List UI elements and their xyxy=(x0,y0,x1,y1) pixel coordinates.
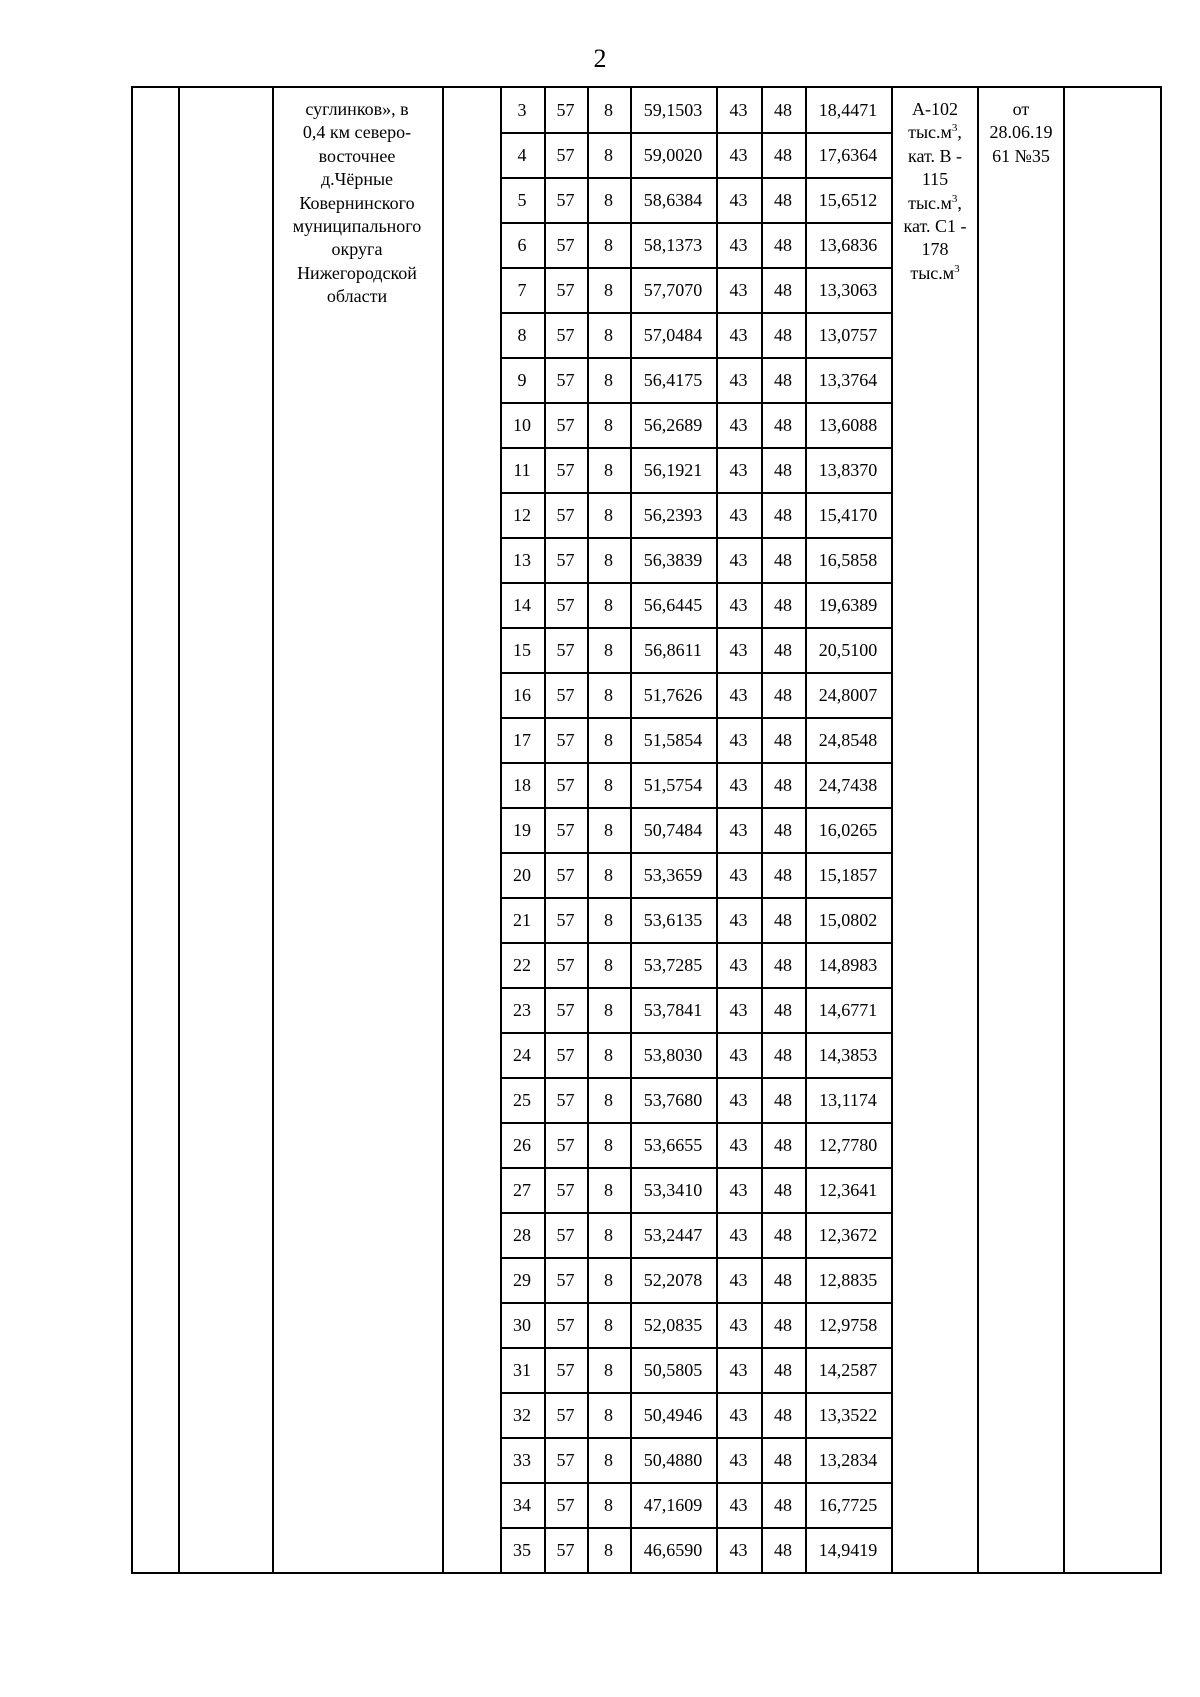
lon-seconds-cell: 12,8835 xyxy=(818,1270,878,1290)
point-number-cell: 17 xyxy=(513,730,531,750)
lat-seconds-cell: 47,1609 xyxy=(643,1495,703,1515)
lat-seconds-cell: 52,2078 xyxy=(643,1270,703,1290)
lon-seconds-cell: 13,8370 xyxy=(818,460,878,480)
lon-degrees-cell: 43 xyxy=(729,1045,748,1065)
lon-minutes-cell: 48 xyxy=(774,1135,792,1155)
point-number-cell: 24 xyxy=(513,1045,531,1065)
lon-minutes-cell: 48 xyxy=(774,1360,792,1380)
lon-degrees-cell: 43 xyxy=(729,415,748,435)
reserves-line: $тыс.м^3$ xyxy=(910,262,960,283)
lat-degrees-cell: 57 xyxy=(556,1135,575,1155)
lon-seconds-cell: 15,1857 xyxy=(818,865,878,885)
point-number-cell: 4 xyxy=(517,145,527,165)
protocol-date-line: 61 №35 xyxy=(992,145,1050,166)
point-number-cell: 18 xyxy=(513,775,531,795)
reserves-line: $тыс.м^3$, xyxy=(908,122,962,143)
lon-minutes-cell: 48 xyxy=(774,415,792,435)
lon-minutes-cell: 48 xyxy=(774,1225,792,1245)
lon-degrees-cell: 43 xyxy=(729,640,748,660)
point-number-cell: 26 xyxy=(513,1135,531,1155)
lat-degrees-cell: 57 xyxy=(556,370,575,390)
lat-minutes-cell: 8 xyxy=(604,1315,613,1335)
lon-degrees-cell: 43 xyxy=(729,1405,748,1425)
lat-degrees-cell: 57 xyxy=(556,505,575,525)
lat-seconds-cell: 53,7680 xyxy=(643,1090,703,1110)
lat-minutes-cell: 8 xyxy=(604,415,613,435)
lon-minutes-cell: 48 xyxy=(774,1450,792,1470)
lat-degrees-cell: 57 xyxy=(556,280,575,300)
protocol-date-cell xyxy=(979,98,1063,168)
lat-degrees-cell: 57 xyxy=(556,325,575,345)
lat-degrees-cell: 57 xyxy=(556,865,575,885)
lat-seconds-cell: 46,6590 xyxy=(643,1540,703,1560)
lon-degrees-cell: 43 xyxy=(729,955,748,975)
lon-seconds-cell: 14,9419 xyxy=(818,1540,878,1560)
lon-seconds-cell: 14,6771 xyxy=(818,1000,878,1020)
lon-seconds-cell: 24,8007 xyxy=(818,685,878,705)
lon-minutes-cell: 48 xyxy=(774,775,792,795)
lon-minutes-cell: 48 xyxy=(774,190,792,210)
reserves-cell xyxy=(893,98,977,285)
lat-minutes-cell: 8 xyxy=(604,865,613,885)
lon-minutes-cell: 48 xyxy=(774,1495,792,1515)
object-description-line: восточнее xyxy=(318,145,396,166)
lat-minutes-cell: 8 xyxy=(604,1225,613,1245)
lon-degrees-cell: 43 xyxy=(729,1180,748,1200)
lon-minutes-cell: 48 xyxy=(774,1180,792,1200)
protocol-date-line: 28.06.19 xyxy=(989,122,1053,143)
lon-seconds-cell: 18,4471 xyxy=(818,100,878,120)
lat-seconds-cell: 53,3659 xyxy=(643,865,703,885)
lat-seconds-cell: 59,1503 xyxy=(643,100,703,120)
lat-degrees-cell: 57 xyxy=(556,955,575,975)
reserves-line: 178 xyxy=(921,239,949,260)
column-divider xyxy=(178,86,180,1574)
reserves-line: $тыс.м^3$, xyxy=(908,192,962,213)
lon-minutes-cell: 48 xyxy=(774,280,792,300)
page-number: 2 xyxy=(593,44,607,73)
lat-seconds-cell: 53,3410 xyxy=(643,1180,703,1200)
lon-degrees-cell: 43 xyxy=(729,460,748,480)
lon-minutes-cell: 48 xyxy=(774,730,792,750)
lat-seconds-cell: 51,5854 xyxy=(643,730,703,750)
lat-degrees-cell: 57 xyxy=(556,595,575,615)
lon-degrees-cell: 43 xyxy=(729,730,748,750)
lat-minutes-cell: 8 xyxy=(604,820,613,840)
lon-seconds-cell: 13,2834 xyxy=(818,1450,878,1470)
lon-minutes-cell: 48 xyxy=(774,820,792,840)
lon-seconds-cell: 12,9758 xyxy=(818,1315,878,1335)
lat-minutes-cell: 8 xyxy=(604,775,613,795)
point-number-cell: 20 xyxy=(513,865,531,885)
lat-minutes-cell: 8 xyxy=(604,1000,613,1020)
lon-degrees-cell: 43 xyxy=(729,910,748,930)
lat-degrees-cell: 57 xyxy=(556,820,575,840)
lon-minutes-cell: 48 xyxy=(774,325,792,345)
point-number-cell: 9 xyxy=(517,370,527,390)
lat-seconds-cell: 53,6135 xyxy=(643,910,703,930)
point-number-cell: 28 xyxy=(513,1225,531,1245)
point-number-cell: 3 xyxy=(517,100,527,120)
lat-minutes-cell: 8 xyxy=(604,1360,613,1380)
reserves-line: А-102 xyxy=(912,99,958,119)
lat-seconds-cell: 50,4880 xyxy=(643,1450,703,1470)
lon-degrees-cell: 43 xyxy=(729,1540,748,1560)
lat-degrees-cell: 57 xyxy=(556,730,575,750)
lat-seconds-cell: 56,6445 xyxy=(643,595,703,615)
lon-minutes-cell: 48 xyxy=(774,145,792,165)
lat-seconds-cell: 56,2689 xyxy=(643,415,703,435)
lat-degrees-cell: 57 xyxy=(556,685,575,705)
reserves-line: кат. С1 - xyxy=(903,216,967,237)
lon-seconds-cell: 15,0802 xyxy=(818,910,878,930)
lat-degrees-cell: 57 xyxy=(556,1315,575,1335)
lon-minutes-cell: 48 xyxy=(774,910,792,930)
lon-degrees-cell: 43 xyxy=(729,325,748,345)
object-description-line: муниципального xyxy=(292,216,422,237)
lon-degrees-cell: 43 xyxy=(729,1000,748,1020)
lon-seconds-cell: 14,2587 xyxy=(818,1360,878,1380)
lon-minutes-cell: 48 xyxy=(774,1045,792,1065)
lat-degrees-cell: 57 xyxy=(556,1405,575,1425)
lon-degrees-cell: 43 xyxy=(729,595,748,615)
lat-minutes-cell: 8 xyxy=(604,280,613,300)
lat-minutes-cell: 8 xyxy=(604,685,613,705)
lon-degrees-cell: 43 xyxy=(729,370,748,390)
lon-seconds-cell: 13,3764 xyxy=(818,370,878,390)
lon-seconds-cell: 19,6389 xyxy=(818,595,878,615)
lat-minutes-cell: 8 xyxy=(604,1450,613,1470)
lon-minutes-cell: 48 xyxy=(774,685,792,705)
lon-degrees-cell: 43 xyxy=(729,100,748,120)
lon-degrees-cell: 43 xyxy=(729,280,748,300)
lat-seconds-cell: 53,7841 xyxy=(643,1000,703,1020)
lat-degrees-cell: 57 xyxy=(556,145,575,165)
point-number-cell: 30 xyxy=(513,1315,531,1335)
lat-degrees-cell: 57 xyxy=(556,1270,575,1290)
protocol-date-line: от xyxy=(1012,99,1030,119)
lon-degrees-cell: 43 xyxy=(729,685,748,705)
lon-degrees-cell: 43 xyxy=(729,550,748,570)
lon-seconds-cell: 13,3063 xyxy=(818,280,878,300)
lat-minutes-cell: 8 xyxy=(604,145,613,165)
lat-seconds-cell: 56,8611 xyxy=(644,640,702,660)
point-number-cell: 33 xyxy=(513,1450,531,1470)
point-number-cell: 29 xyxy=(513,1270,531,1290)
lon-minutes-cell: 48 xyxy=(774,640,792,660)
lon-seconds-cell: 15,4170 xyxy=(818,505,878,525)
lat-seconds-cell: 56,2393 xyxy=(643,505,703,525)
lon-degrees-cell: 43 xyxy=(729,1360,748,1380)
point-number-cell: 13 xyxy=(513,550,531,570)
lon-minutes-cell: 48 xyxy=(774,1540,792,1560)
lat-seconds-cell: 53,7285 xyxy=(643,955,703,975)
lon-seconds-cell: 13,6088 xyxy=(818,415,878,435)
lat-seconds-cell: 52,0835 xyxy=(643,1315,703,1335)
lon-degrees-cell: 43 xyxy=(729,1450,748,1470)
lat-seconds-cell: 56,1921 xyxy=(643,460,703,480)
lat-seconds-cell: 53,2447 xyxy=(643,1225,703,1245)
lon-minutes-cell: 48 xyxy=(774,550,792,570)
object-description-line: области xyxy=(326,286,388,307)
lon-minutes-cell: 48 xyxy=(774,865,792,885)
point-number-cell: 27 xyxy=(513,1180,531,1200)
lat-minutes-cell: 8 xyxy=(604,1540,613,1560)
lat-degrees-cell: 57 xyxy=(556,460,575,480)
lon-minutes-cell: 48 xyxy=(774,955,792,975)
lat-degrees-cell: 57 xyxy=(556,1045,575,1065)
lon-seconds-cell: 14,8983 xyxy=(818,955,878,975)
lon-seconds-cell: 14,3853 xyxy=(818,1045,878,1065)
lat-minutes-cell: 8 xyxy=(604,910,613,930)
lon-minutes-cell: 48 xyxy=(774,370,792,390)
lat-seconds-cell: 58,1373 xyxy=(643,235,703,255)
point-number-cell: 5 xyxy=(517,190,527,210)
lat-minutes-cell: 8 xyxy=(604,1180,613,1200)
lon-minutes-cell: 48 xyxy=(774,595,792,615)
lon-seconds-cell: 13,6836 xyxy=(818,235,878,255)
point-number-cell: 34 xyxy=(513,1495,531,1515)
point-number-cell: 7 xyxy=(517,280,527,300)
lat-seconds-cell: 58,6384 xyxy=(643,190,703,210)
lat-degrees-cell: 57 xyxy=(556,1180,575,1200)
column-divider xyxy=(977,86,979,1574)
lat-seconds-cell: 56,4175 xyxy=(643,370,703,390)
object-description-line: 0,4 км северо- xyxy=(302,122,412,143)
lat-degrees-cell: 57 xyxy=(556,1495,575,1515)
lon-seconds-cell: 20,5100 xyxy=(818,640,878,660)
lat-degrees-cell: 57 xyxy=(556,190,575,210)
lat-minutes-cell: 8 xyxy=(604,190,613,210)
reserves-line: 115 xyxy=(921,169,949,190)
lat-seconds-cell: 53,6655 xyxy=(643,1135,703,1155)
lat-seconds-cell: 51,5754 xyxy=(643,775,703,795)
point-number-cell: 25 xyxy=(513,1090,531,1110)
lon-seconds-cell: 16,0265 xyxy=(818,820,878,840)
column-divider xyxy=(1063,86,1065,1574)
point-number-cell: 32 xyxy=(513,1405,531,1425)
lat-minutes-cell: 8 xyxy=(604,100,613,120)
point-number-cell: 14 xyxy=(513,595,531,615)
lat-seconds-cell: 57,0484 xyxy=(643,325,703,345)
lat-seconds-cell: 50,4946 xyxy=(643,1405,703,1425)
lat-seconds-cell: 50,7484 xyxy=(643,820,703,840)
lon-minutes-cell: 48 xyxy=(774,1270,792,1290)
lat-degrees-cell: 57 xyxy=(556,775,575,795)
point-number-cell: 19 xyxy=(513,820,531,840)
lon-minutes-cell: 48 xyxy=(774,100,792,120)
lon-seconds-cell: 15,6512 xyxy=(818,190,878,210)
lat-degrees-cell: 57 xyxy=(556,1450,575,1470)
lat-seconds-cell: 59,0020 xyxy=(643,145,703,165)
point-number-cell: 12 xyxy=(513,505,531,525)
lat-seconds-cell: 56,3839 xyxy=(643,550,703,570)
lat-degrees-cell: 57 xyxy=(556,1225,575,1245)
lat-minutes-cell: 8 xyxy=(604,640,613,660)
lon-seconds-cell: 13,3522 xyxy=(818,1405,878,1425)
lat-minutes-cell: 8 xyxy=(604,730,613,750)
lon-degrees-cell: 43 xyxy=(729,505,748,525)
lon-degrees-cell: 43 xyxy=(729,1270,748,1290)
point-number-cell: 16 xyxy=(513,685,531,705)
column-divider xyxy=(272,86,274,1574)
point-number-cell: 22 xyxy=(513,955,531,975)
lat-minutes-cell: 8 xyxy=(604,1090,613,1110)
lat-seconds-cell: 57,7070 xyxy=(643,280,703,300)
lon-seconds-cell: 13,0757 xyxy=(818,325,878,345)
lon-seconds-cell: 17,6364 xyxy=(818,145,878,165)
point-number-cell: 21 xyxy=(513,910,531,930)
lat-minutes-cell: 8 xyxy=(604,595,613,615)
lat-minutes-cell: 8 xyxy=(604,1135,613,1155)
column-divider xyxy=(891,86,893,1574)
lat-degrees-cell: 57 xyxy=(556,640,575,660)
lon-degrees-cell: 43 xyxy=(729,145,748,165)
object-description-line: Ковернинского xyxy=(299,192,415,213)
lat-degrees-cell: 57 xyxy=(556,1360,575,1380)
lat-degrees-cell: 57 xyxy=(556,1090,575,1110)
lon-minutes-cell: 48 xyxy=(774,1090,792,1110)
lon-minutes-cell: 48 xyxy=(774,1315,792,1335)
lat-minutes-cell: 8 xyxy=(604,1405,613,1425)
lat-minutes-cell: 8 xyxy=(604,1045,613,1065)
lon-minutes-cell: 48 xyxy=(774,460,792,480)
lon-seconds-cell: 12,7780 xyxy=(818,1135,878,1155)
point-number-cell: 8 xyxy=(517,325,527,345)
object-description-line: Нижегородской xyxy=(297,262,417,283)
lat-minutes-cell: 8 xyxy=(604,1270,613,1290)
point-number-cell: 6 xyxy=(517,235,527,255)
lon-degrees-cell: 43 xyxy=(729,1495,748,1515)
lon-seconds-cell: 12,3641 xyxy=(818,1180,878,1200)
lon-seconds-cell: 12,3672 xyxy=(818,1225,878,1245)
lat-degrees-cell: 57 xyxy=(556,100,575,120)
object-description xyxy=(274,98,440,309)
lon-minutes-cell: 48 xyxy=(774,235,792,255)
lon-minutes-cell: 48 xyxy=(774,1405,792,1425)
point-number-cell: 35 xyxy=(513,1540,531,1560)
lon-degrees-cell: 43 xyxy=(729,190,748,210)
lon-degrees-cell: 43 xyxy=(729,1135,748,1155)
lat-minutes-cell: 8 xyxy=(604,955,613,975)
lat-minutes-cell: 8 xyxy=(604,325,613,345)
lon-seconds-cell: 24,7438 xyxy=(818,775,878,795)
lat-minutes-cell: 8 xyxy=(604,235,613,255)
point-number-cell: 11 xyxy=(513,460,531,480)
object-description-line: д.Чёрные xyxy=(320,169,394,190)
lon-minutes-cell: 48 xyxy=(774,505,792,525)
lon-minutes-cell: 48 xyxy=(774,1000,792,1020)
lat-degrees-cell: 57 xyxy=(556,910,575,930)
point-number-cell: 31 xyxy=(513,1360,531,1380)
lon-degrees-cell: 43 xyxy=(729,1090,748,1110)
column-divider xyxy=(442,86,444,1574)
point-number-cell: 23 xyxy=(513,1000,531,1020)
reserves-line: кат. В - xyxy=(907,145,962,166)
lat-degrees-cell: 57 xyxy=(556,1540,575,1560)
lon-seconds-cell: 24,8548 xyxy=(818,730,878,750)
lon-degrees-cell: 43 xyxy=(729,775,748,795)
object-description-line: суглинков», в xyxy=(305,99,409,119)
lon-seconds-cell: 16,7725 xyxy=(818,1495,878,1515)
lat-seconds-cell: 53,8030 xyxy=(643,1045,703,1065)
lat-degrees-cell: 57 xyxy=(556,550,575,570)
lat-minutes-cell: 8 xyxy=(604,505,613,525)
lat-seconds-cell: 50,5805 xyxy=(643,1360,703,1380)
lon-degrees-cell: 43 xyxy=(729,820,748,840)
lat-minutes-cell: 8 xyxy=(604,370,613,390)
lat-seconds-cell: 51,7626 xyxy=(643,685,703,705)
lat-minutes-cell: 8 xyxy=(604,460,613,480)
lon-degrees-cell: 43 xyxy=(729,235,748,255)
lat-degrees-cell: 57 xyxy=(556,415,575,435)
lat-degrees-cell: 57 xyxy=(556,1000,575,1020)
lat-minutes-cell: 8 xyxy=(604,550,613,570)
point-number-cell: 10 xyxy=(513,415,531,435)
object-description-line: округа xyxy=(331,239,383,260)
lat-degrees-cell: 57 xyxy=(556,235,575,255)
lon-degrees-cell: 43 xyxy=(729,1315,748,1335)
lon-seconds-cell: 13,1174 xyxy=(819,1090,877,1110)
lat-minutes-cell: 8 xyxy=(604,1495,613,1515)
point-number-cell: 15 xyxy=(513,640,531,660)
lon-seconds-cell: 16,5858 xyxy=(818,550,878,570)
lon-degrees-cell: 43 xyxy=(729,1225,748,1245)
lon-degrees-cell: 43 xyxy=(729,865,748,885)
